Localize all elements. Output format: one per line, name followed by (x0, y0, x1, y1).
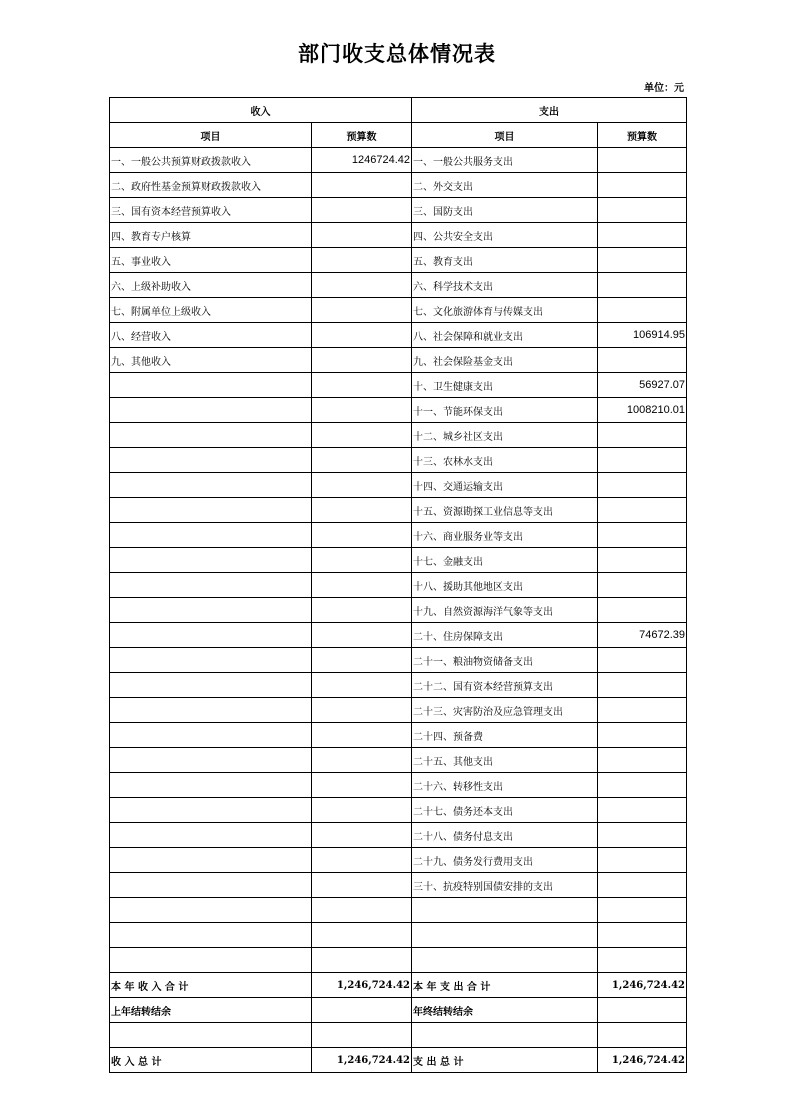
expense-amount-cell (598, 448, 687, 473)
income-amount-cell (312, 523, 412, 548)
income-amount-cell (312, 798, 412, 823)
expense-amount-cell (598, 498, 687, 523)
expense-amount-cell (598, 923, 687, 948)
blank-cell (412, 1023, 598, 1048)
income-amount-cell (312, 898, 412, 923)
income-section-header: 收入 (110, 98, 412, 123)
expense-amount-cell (598, 223, 687, 248)
expense-item-cell: 二十、住房保障支出 (412, 623, 598, 648)
income-amount-cell (312, 398, 412, 423)
income-item-cell (110, 373, 312, 398)
year-income-total-amount: 1,246,724.42 (312, 973, 412, 998)
income-amount-cell (312, 173, 412, 198)
income-item-cell (110, 823, 312, 848)
income-item-cell (110, 748, 312, 773)
expense-amount-cell (598, 573, 687, 598)
income-item-cell: 二、政府性基金预算财政拨款收入 (110, 173, 312, 198)
income-amount-cell (312, 748, 412, 773)
expense-amount-cell (598, 248, 687, 273)
blank-cell (598, 1023, 687, 1048)
table-row (110, 448, 687, 473)
table-row (110, 248, 687, 273)
expense-amount-cell (598, 298, 687, 323)
table-row (110, 273, 687, 298)
income-item-cell (110, 448, 312, 473)
income-amount-cell (312, 548, 412, 573)
expense-item-cell (412, 948, 598, 973)
expense-amount-cell (598, 273, 687, 298)
income-amount-cell (312, 323, 412, 348)
expense-item-cell: 七、文化旅游体育与传媒支出 (412, 298, 598, 323)
income-item-cell: 一、一般公共预算财政拨款收入 (110, 148, 312, 173)
table-row (110, 923, 687, 948)
income-item-cell (110, 798, 312, 823)
table-row (110, 798, 687, 823)
expense-item-cell: 五、教育支出 (412, 248, 598, 273)
table-row (110, 423, 687, 448)
expense-amount-cell: 56927.07 (598, 373, 687, 398)
income-expense-table (109, 97, 687, 1073)
table-row (110, 573, 687, 598)
expense-amount-cell (598, 723, 687, 748)
table-row (110, 398, 687, 423)
income-item-cell (110, 673, 312, 698)
expense-amount-cell (598, 748, 687, 773)
income-item-cell: 四、教育专户核算 (110, 223, 312, 248)
table-row (110, 723, 687, 748)
expense-item-cell: 十、卫生健康支出 (412, 373, 598, 398)
expense-amount-cell (598, 873, 687, 898)
expense-amount-cell (598, 848, 687, 873)
blank-row (110, 1023, 687, 1048)
income-amount-cell (312, 473, 412, 498)
expense-amount-cell: 1008210.01 (598, 398, 687, 423)
income-item-cell (110, 423, 312, 448)
grand-expense-total-label: 支 出 总 计 (412, 1048, 598, 1073)
income-item-cell (110, 773, 312, 798)
table-row (110, 548, 687, 573)
table-row (110, 498, 687, 523)
table-row (110, 323, 687, 348)
income-amount-cell (312, 223, 412, 248)
year-income-total-label: 本 年 收 入 合 计 (110, 973, 312, 998)
table-row (110, 173, 687, 198)
table-row (110, 773, 687, 798)
income-amount-cell (312, 873, 412, 898)
expense-amount-cell (598, 473, 687, 498)
income-item-cell: 三、国有资本经营预算收入 (110, 198, 312, 223)
table-row (110, 373, 687, 398)
expense-item-cell: 二十七、债务还本支出 (412, 798, 598, 823)
income-amount-cell (312, 498, 412, 523)
expense-item-cell: 二、外交支出 (412, 173, 598, 198)
income-item-cell (110, 498, 312, 523)
income-amount-cell (312, 948, 412, 973)
income-amount-cell (312, 848, 412, 873)
expense-item-cell: 十九、自然资源海洋气象等支出 (412, 598, 598, 623)
page-title: 部门收支总体情况表 (298, 42, 496, 66)
expense-amount-cell (598, 673, 687, 698)
carry-in-amount (312, 998, 412, 1023)
income-amount-cell (312, 423, 412, 448)
expense-item-cell: 一、一般公共服务支出 (412, 148, 598, 173)
income-item-cell (110, 573, 312, 598)
expense-item-cell: 十四、交通运输支出 (412, 473, 598, 498)
income-amount-cell (312, 298, 412, 323)
table-row (110, 298, 687, 323)
table-row (110, 848, 687, 873)
table-row (110, 348, 687, 373)
expense-amount-cell: 106914.95 (598, 323, 687, 348)
column-header-row (110, 123, 687, 148)
income-amount-cell (312, 923, 412, 948)
income-amount-cell (312, 448, 412, 473)
income-amount-cell (312, 348, 412, 373)
grand-expense-total-amount: 1,246,724.42 (598, 1048, 687, 1073)
year-expense-total-amount: 1,246,724.42 (598, 973, 687, 998)
unit-label: 单位：元 (644, 83, 684, 94)
expense-item-cell (412, 923, 598, 948)
expense-item-cell: 二十五、其他支出 (412, 748, 598, 773)
income-amount-cell (312, 773, 412, 798)
table-row (110, 898, 687, 923)
table-row (110, 198, 687, 223)
income-amount-cell (312, 273, 412, 298)
income-amount-cell (312, 373, 412, 398)
table-row (110, 148, 687, 173)
expense-item-cell: 六、科学技术支出 (412, 273, 598, 298)
expense-budget-header: 预算数 (598, 123, 687, 148)
expense-item-cell: 八、社会保障和就业支出 (412, 323, 598, 348)
blank-cell (312, 1023, 412, 1048)
income-amount-cell: 1246724.42 (312, 148, 412, 173)
expense-amount-cell: 74672.39 (598, 623, 687, 648)
expense-item-cell: 十八、援助其他地区支出 (412, 573, 598, 598)
income-amount-cell (312, 823, 412, 848)
income-amount-cell (312, 673, 412, 698)
expense-item-cell: 二十四、预备费 (412, 723, 598, 748)
income-item-cell (110, 523, 312, 548)
income-amount-cell (312, 198, 412, 223)
expense-item-cell: 十三、农林水支出 (412, 448, 598, 473)
expense-item-cell: 二十二、国有资本经营预算支出 (412, 673, 598, 698)
income-item-cell (110, 548, 312, 573)
carry-in-label: 上年结转结余 (110, 998, 312, 1023)
table-row (110, 223, 687, 248)
expense-item-cell: 九、社会保险基金支出 (412, 348, 598, 373)
expense-amount-cell (598, 798, 687, 823)
grand-income-total-amount: 1,246,724.42 (312, 1048, 412, 1073)
carry-over-row (110, 998, 687, 1023)
income-item-cell (110, 398, 312, 423)
income-item-cell (110, 848, 312, 873)
income-item-cell: 七、附属单位上级收入 (110, 298, 312, 323)
expense-item-cell: 四、公共安全支出 (412, 223, 598, 248)
section-header-row (110, 98, 687, 123)
table-row (110, 823, 687, 848)
expense-item-cell: 十七、金融支出 (412, 548, 598, 573)
expense-amount-cell (598, 823, 687, 848)
expense-amount-cell (598, 898, 687, 923)
income-item-cell (110, 623, 312, 648)
table-row (110, 698, 687, 723)
table-row (110, 648, 687, 673)
expense-item-cell: 十六、商业服务业等支出 (412, 523, 598, 548)
expense-item-cell: 二十八、债务付息支出 (412, 823, 598, 848)
expense-item-cell: 十一、节能环保支出 (412, 398, 598, 423)
expense-item-cell: 二十六、转移性支出 (412, 773, 598, 798)
expense-item-cell: 十五、资源勘探工业信息等支出 (412, 498, 598, 523)
expense-item-header: 项目 (412, 123, 598, 148)
expense-amount-cell (598, 423, 687, 448)
expense-item-cell: 二十一、粮油物资储备支出 (412, 648, 598, 673)
expense-amount-cell (598, 648, 687, 673)
income-item-cell: 六、上级补助收入 (110, 273, 312, 298)
expense-item-cell: 三十、抗疫特别国债安排的支出 (412, 873, 598, 898)
income-amount-cell (312, 573, 412, 598)
income-item-cell: 九、其他收入 (110, 348, 312, 373)
income-item-header: 项目 (110, 123, 312, 148)
expense-item-cell: 三、国防支出 (412, 198, 598, 223)
income-amount-cell (312, 598, 412, 623)
expense-amount-cell (598, 198, 687, 223)
income-item-cell (110, 923, 312, 948)
carry-out-amount (598, 998, 687, 1023)
income-item-cell: 五、事业收入 (110, 248, 312, 273)
income-amount-cell (312, 698, 412, 723)
income-item-cell (110, 873, 312, 898)
table-row (110, 948, 687, 973)
income-amount-cell (312, 723, 412, 748)
income-amount-cell (312, 248, 412, 273)
expense-amount-cell (598, 348, 687, 373)
expense-amount-cell (598, 548, 687, 573)
table-row (110, 873, 687, 898)
expense-item-cell: 十二、城乡社区支出 (412, 423, 598, 448)
income-item-cell (110, 473, 312, 498)
expense-amount-cell (598, 173, 687, 198)
grand-total-row (110, 1048, 687, 1073)
income-item-cell: 八、经营收入 (110, 323, 312, 348)
expense-amount-cell (598, 948, 687, 973)
expense-amount-cell (598, 148, 687, 173)
income-amount-cell (312, 648, 412, 673)
expense-amount-cell (598, 523, 687, 548)
expense-amount-cell (598, 598, 687, 623)
income-budget-header: 预算数 (312, 123, 412, 148)
income-item-cell (110, 898, 312, 923)
expense-item-cell: 二十三、灾害防治及应急管理支出 (412, 698, 598, 723)
carry-out-label: 年终结转结余 (412, 998, 598, 1023)
year-expense-total-label: 本 年 支 出 合 计 (412, 973, 598, 998)
expense-item-cell: 二十九、债务发行费用支出 (412, 848, 598, 873)
income-item-cell (110, 698, 312, 723)
expense-item-cell (412, 898, 598, 923)
income-amount-cell (312, 623, 412, 648)
table-row (110, 748, 687, 773)
income-item-cell (110, 948, 312, 973)
table-row (110, 523, 687, 548)
year-total-row (110, 973, 687, 998)
income-item-cell (110, 723, 312, 748)
income-item-cell (110, 648, 312, 673)
blank-cell (110, 1023, 312, 1048)
expense-section-header: 支出 (412, 98, 687, 123)
grand-income-total-label: 收 入 总 计 (110, 1048, 312, 1073)
income-item-cell (110, 598, 312, 623)
table-row (110, 623, 687, 648)
table-row (110, 598, 687, 623)
expense-amount-cell (598, 773, 687, 798)
expense-amount-cell (598, 698, 687, 723)
table-row (110, 673, 687, 698)
table-row (110, 473, 687, 498)
